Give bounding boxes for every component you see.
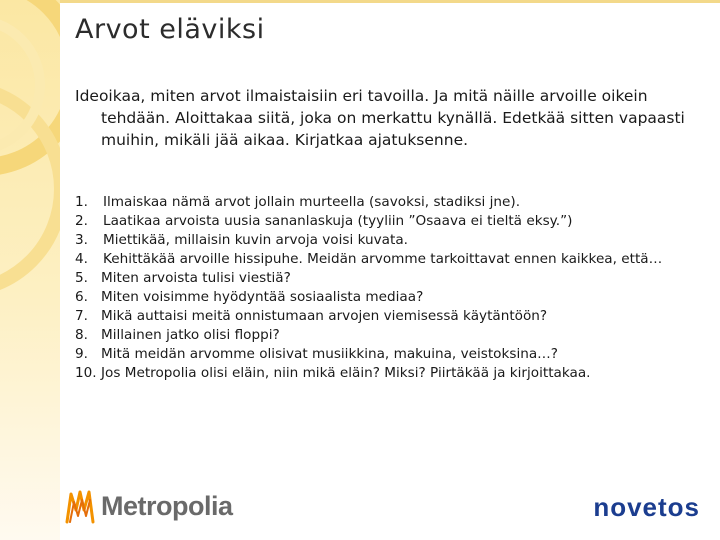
question-list [75,193,715,383]
metropolia-m-icon [65,488,95,524]
list-item [75,250,715,269]
list-item [75,269,715,288]
list-item [75,345,715,364]
list-number: 8. [75,327,88,343]
list-item-text: Millainen jatko olisi floppi? [101,327,280,343]
list-item-text: Miettikää, millaisin kuvin arvoja voisi kuvata. [103,232,408,248]
list-number: 4. [75,251,88,267]
list-item [75,212,715,231]
list-item-text: Mitä meidän arvomme olisivat musiikkina, makuina, veistoksina…? [101,346,558,362]
list-number: 1. [75,194,88,210]
top-divider [60,0,720,3]
list-item-text: Miten arvoista tulisi viestiä? [101,270,291,286]
list-number: 3. [75,232,88,248]
list-item [75,326,715,345]
list-item-text: Mikä auttaisi meitä onnistumaan arvojen viemisessä käytäntöön? [101,308,548,324]
list-number: 5. [75,270,88,286]
list-number: 6. [75,289,88,305]
metropolia-wordmark: Metropolia [101,490,233,521]
decorative-side-band [0,0,60,540]
list-item [75,288,715,307]
slide-title: Arvot eläviksi [75,14,265,45]
list-item [75,231,715,250]
list-item-text: Miten voisimme hyödyntää sosiaalista mediaa? [101,289,424,305]
list-item-text: Laatikaa arvoista uusia sananlaskuja (tyyliin ”Osaava ei tieltä eksy.”) [103,213,573,229]
list-item [75,307,715,326]
novetos-logo: novetos [593,492,700,522]
metropolia-logo [65,486,233,526]
list-number: 10. [75,365,97,381]
list-number: 2. [75,213,88,229]
list-item-text: Ilmaiskaa nämä arvot jollain murteella (savoksi, stadiksi jne). [103,194,521,210]
intro-paragraph: Ideoikaa, miten arvot ilmaistaisiin eri tavoilla. Ja mitä näille arvoille oikein tehdään. Aloittakaa siitä, joka on merkattu kynällä. Edetkää sitten vapaasti muihin, mikäli jää aikaa. Kirjatkaa ajatuksenne. [75,87,685,149]
list-number: 9. [75,346,88,362]
list-item [75,364,715,383]
list-item-text: Jos Metropolia olisi eläin, niin mikä eläin? Miksi? Piirtäkää ja kirjoittakaa. [101,365,591,381]
list-number: 7. [75,308,88,324]
list-item-text: Kehittäkää arvoille hissipuhe. Meidän arvomme tarkoittavat ennen kaikkea, että… [103,251,663,267]
list-item [75,193,715,212]
